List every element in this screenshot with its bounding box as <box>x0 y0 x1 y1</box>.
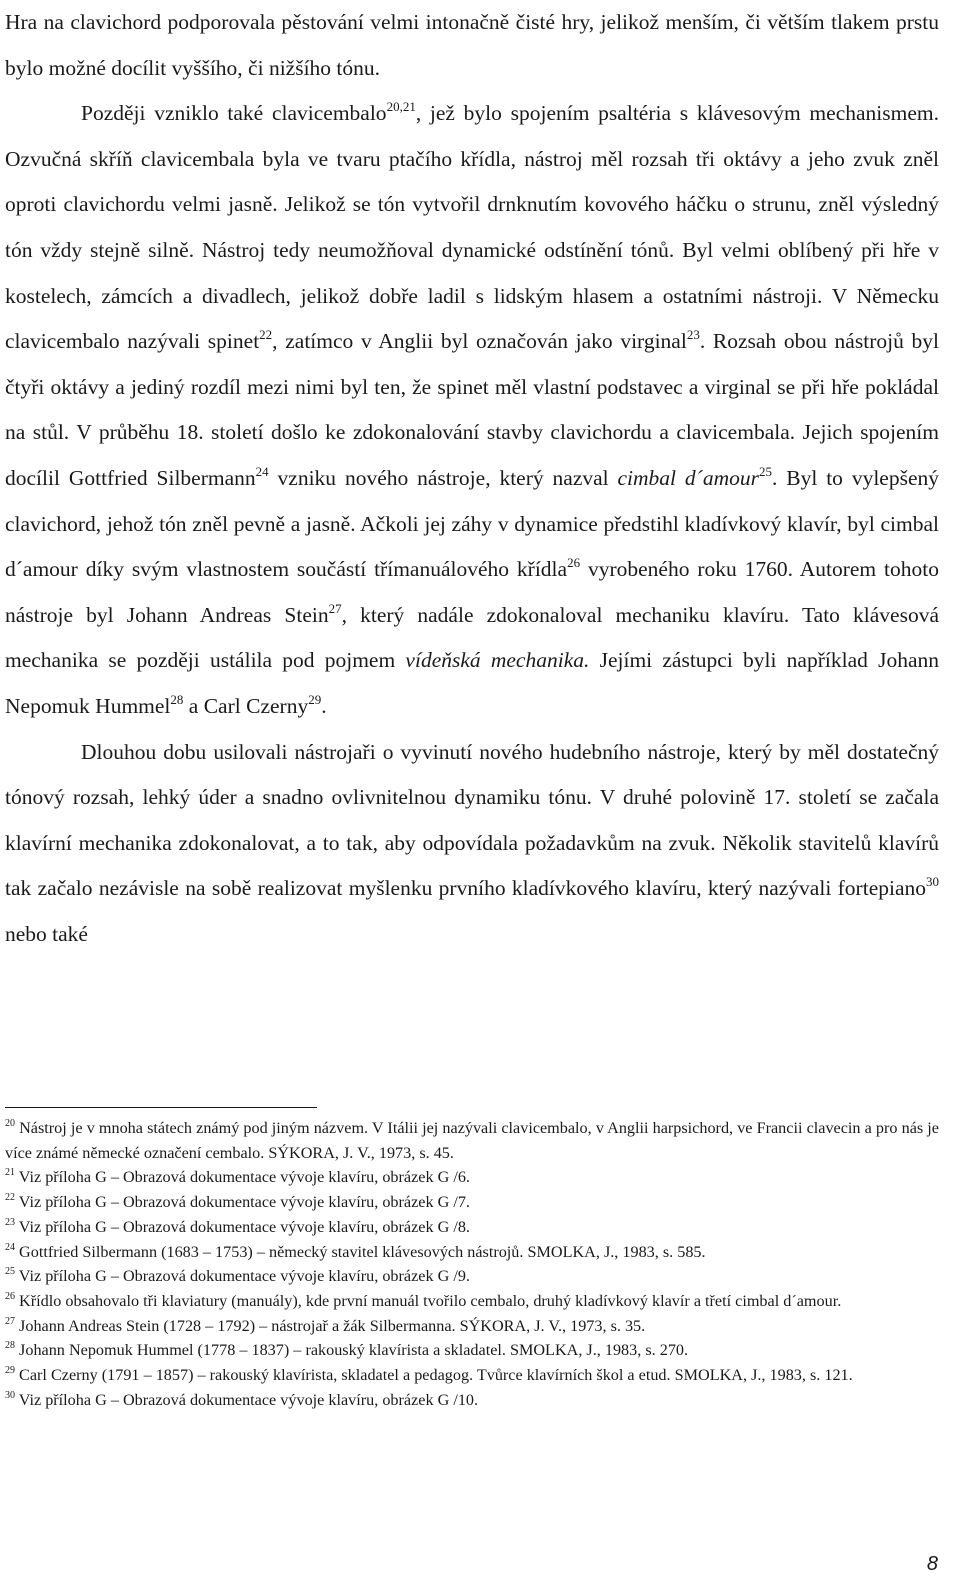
footnote-ref[interactable]: 20,21 <box>386 99 416 115</box>
footnote-ref[interactable]: 23 <box>686 327 700 343</box>
footnote-number: 30 <box>5 1389 15 1401</box>
footnote <box>5 1338 939 1363</box>
text-run: vzniku nového nástroje, který nazval <box>268 465 618 490</box>
footnote-number: 25 <box>5 1266 15 1278</box>
footnote-number: 26 <box>5 1290 15 1302</box>
paragraph-1 <box>5 0 939 91</box>
footnote-text: Viz příloha G – Obrazová dokumentace vývoje klavíru, obrázek G /9. <box>15 1267 470 1286</box>
text-run: . <box>321 693 327 718</box>
footnote-number: 21 <box>5 1167 15 1179</box>
footnote <box>5 1165 939 1190</box>
page-number: 8 <box>926 1553 938 1575</box>
footnote-number: 23 <box>5 1216 15 1228</box>
footnote-ref[interactable]: 29 <box>308 691 322 707</box>
footnote-text: Johann Nepomuk Hummel (1778 – 1837) – rakouský klavírista a skladatel. SMOLKA, J., 1983, s. 270. <box>15 1341 689 1360</box>
text-run: , jež bylo spojením psaltéria s klávesovým mechanismem. Ozvučná skříň clavicembala byla ve tvaru ptačího křídla, nástroj měl rozsah tři oktávy a jeho zvuk zněl oproti clavichordu velmi jasně. Jelikož se tón vytvořil drnknutím kovového háčku o strunu, zněl výsledný tón vždy stejně silně. Nástroj tedy neumožňoval dynamické odstínění tónů. Byl velmi oblíbený při hře v kostelech, zámcích a divadlech, jelikož dobře ladil s lidským hlasem a ostatními nástroji. V Německu clavicembalo nazývali spinet <box>5 101 939 354</box>
footnote-number: 22 <box>5 1192 15 1204</box>
footnote-number: 28 <box>5 1340 15 1352</box>
italic-term: cimbal d´amour <box>617 465 759 490</box>
text-run: , který nadále zdokonaloval mechaniku klavíru. Tato klávesová mechanika se později ustálila pod pojmem <box>5 602 940 673</box>
footnote-ref[interactable]: 25 <box>758 463 772 479</box>
footnote-text: Johann Andreas Stein (1728 – 1792) – nástrojař a žák Silbermanna. SÝKORA, J. V., 1973, s. 35. <box>15 1316 646 1335</box>
footnote-separator <box>5 1107 317 1108</box>
footnote-text: Viz příloha G – Obrazová dokumentace vývoje klavíru, obrázek G /10. <box>15 1390 479 1409</box>
footnote <box>5 1264 939 1289</box>
text-run: . Rozsah obou nástrojů byl čtyři oktávy a jediný rozdíl mezi nimi byl ten, že spinet měl vlastní podstavec a virginal se při hře pokládal na stůl. V průběhu 18. století došlo ke zdokonalování stavby clavichordu a clavicembala. Jejich spojením docílil Gottfried Silbermann <box>5 329 939 490</box>
footnote-number: 24 <box>5 1241 15 1253</box>
footnote <box>5 1314 939 1339</box>
footnote-text: Viz příloha G – Obrazová dokumentace vývoje klavíru, obrázek G /6. <box>15 1168 470 1187</box>
text-run: a Carl Czerny <box>183 693 309 718</box>
footnote-number: 27 <box>5 1315 15 1327</box>
footnote-ref[interactable]: 27 <box>328 600 342 616</box>
text-run: , zatímco v Anglii byl označován jako virginal <box>272 329 687 354</box>
footnote-ref[interactable]: 26 <box>567 555 581 571</box>
footnote <box>5 1215 939 1240</box>
footnote <box>5 1116 939 1165</box>
footnote-text: Křídlo obsahovalo tři klaviatury (manuály), kde první manuál tvořilo cembalo, druhý kladívkový klavír a třetí cimbal d´amour. <box>15 1291 842 1310</box>
text-run: nebo také <box>5 921 88 946</box>
footnote-text: Carl Czerny (1791 – 1857) – rakouský klavírista, skladatel a pedagog. Tvůrce klavírních škol a etud. SMOLKA, J., 1983, s. 121. <box>15 1366 853 1385</box>
text-run: Jejími zástupci byli například Johann Nepomuk Hummel <box>5 648 939 718</box>
footnote <box>5 1289 939 1314</box>
footnote-number: 20 <box>5 1118 15 1129</box>
footnote-ref[interactable]: 30 <box>926 874 939 890</box>
text-run: Hra na clavichord podporovala pěstování velmi intonačně čisté hry, jelikož menším, či větším tlakem prstu bylo možné docílit vyššího, či nižšího tónu. <box>5 10 939 80</box>
footnote <box>5 1388 939 1413</box>
text-run: vyrobeného roku 1760. Autorem tohoto nástroje byl Johann Andreas Stein <box>5 557 939 627</box>
footnote-number: 29 <box>5 1365 15 1377</box>
footnote-ref[interactable]: 28 <box>170 691 184 707</box>
footnote-text: Viz příloha G – Obrazová dokumentace vývoje klavíru, obrázek G /8. <box>15 1217 470 1236</box>
footnote-ref[interactable]: 22 <box>259 327 273 343</box>
footnote-text: Viz příloha G – Obrazová dokumentace vývoje klavíru, obrázek G /7. <box>15 1193 470 1212</box>
footnote-ref[interactable]: 24 <box>255 463 269 479</box>
paragraph-2 <box>5 91 939 729</box>
footnotes <box>5 1116 939 1412</box>
footnote <box>5 1190 939 1215</box>
text-run: Dlouhou dobu usilovali nástrojaři o vyvinutí nového hudebního nástroje, který by měl dostatečný tónový rozsah, lehký úder a snadno ovlivnitelnou dynamiku tónu. V druhé polovině 17. století se začala klavírní mechanika zdokonalovat, a to tak, aby odpovídala požadavkům na zvuk. Několik stavitelů klavírů tak začalo nezávisle na sobě realizovat myšlenku prvního kladívkového klavíru, který nazývali fortepiano <box>5 739 939 901</box>
italic-term: vídeňská mechanika. <box>405 648 590 673</box>
paragraph-3 <box>5 730 939 958</box>
footnote <box>5 1240 939 1265</box>
footnote-text: Gottfried Silbermann (1683 – 1753) – německý stavitel klávesových nástrojů. SMOLKA, J., 1983, s. 585. <box>15 1242 706 1261</box>
text-run: . Byl to vylepšený clavichord, jehož tón zněl pevně a jasně. Ačkoli jej záhy v dynamice předstihl kladívkový klavír, byl cimbal d´amour díky svým vlastnostem součástí třímanuálového křídla <box>5 465 939 582</box>
main-text <box>5 0 939 957</box>
text-run: Později vzniklo také clavicembalo <box>81 101 387 126</box>
footnote <box>5 1363 939 1388</box>
footnote-text: Nástroj je v mnoha státech známý pod jiným názvem. V Itálii jej nazývali clavicembalo, v Anglii harpsichord, ve Francii clavecin a pro nás je více známé německé označení cembalo. SÝKORA, J. V., 1973, s. 45. <box>5 1119 939 1162</box>
